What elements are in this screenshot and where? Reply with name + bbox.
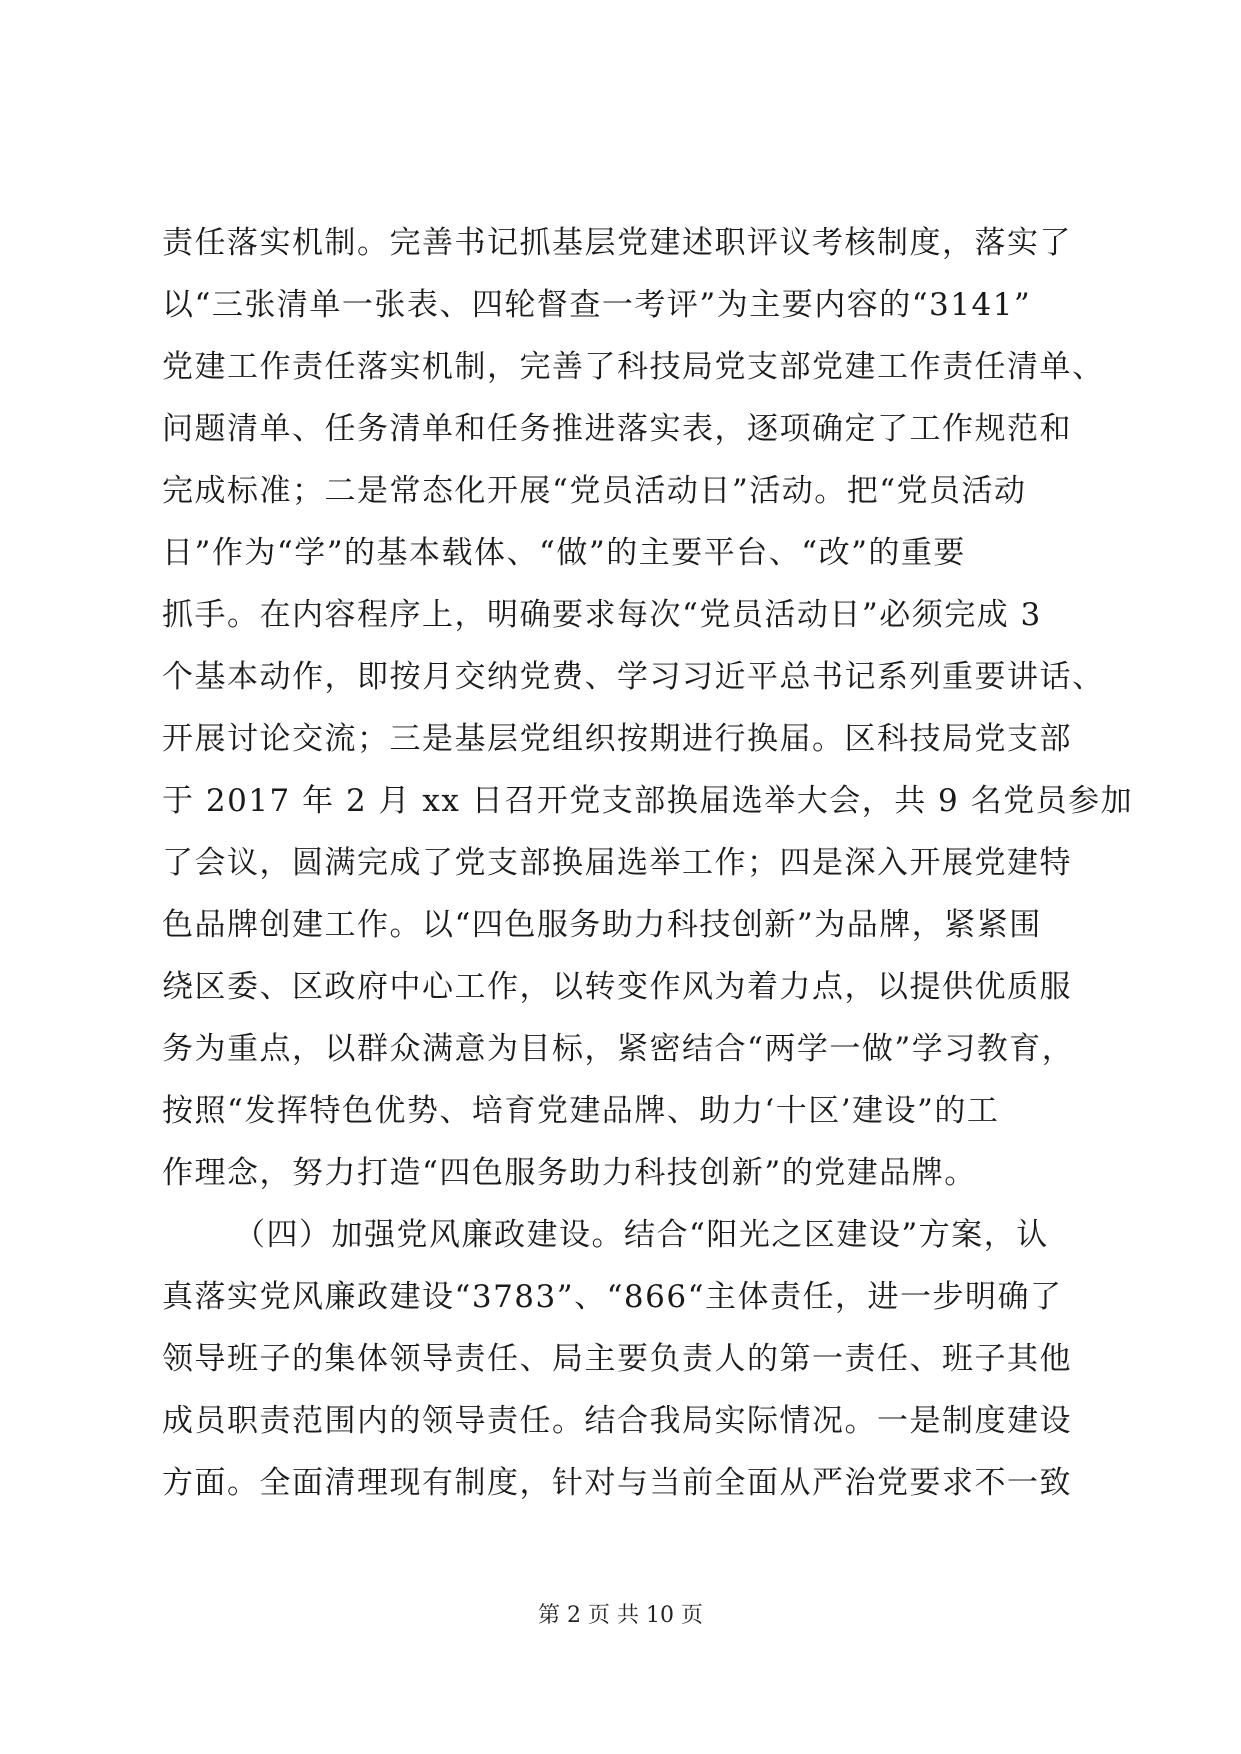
text-line: 色品牌创建工作。以“四色服务助力科技创新”为品牌，紧紧围 <box>162 907 1042 943</box>
text-line: 按照“发挥特色优势、培育党建品牌、助力‘十区’建设”的工 <box>162 1093 1000 1129</box>
text-line: 方面。全面清理现有制度，针对与当前全面从严治党要求不一致 <box>162 1465 1072 1501</box>
text-line: 开展讨论交流；三是基层党组织按期进行换届。区科技局党支部 <box>162 721 1072 757</box>
text-line: 以“三张清单一张表、四轮督查一考评”为主要内容的“3141” <box>162 287 1032 323</box>
text-line: 了会议，圆满完成了党支部换届选举工作；四是深入开展党建特 <box>162 845 1072 881</box>
text-line: 责任落实机制。完善书记抓基层党建述职评议考核制度，落实了 <box>162 225 1072 261</box>
body-text <box>162 212 1134 1514</box>
text-line: 于 2017 年 2 月 xx 日召开党支部换届选举大会，共 9 名党员参加 <box>162 783 1134 819</box>
text-line: 务为重点，以群众满意为目标，紧密结合“两学一做”学习教育， <box>162 1031 1075 1067</box>
page-footer: 第 2 页 共 10 页 <box>538 1603 703 1628</box>
text-line: 成员职责范围内的领导责任。结合我局实际情况。一是制度建设 <box>162 1403 1072 1439</box>
text-line: 党建工作责任落实机制，完善了科技局党支部党建工作责任清单、 <box>162 349 1105 385</box>
text-line: 作理念，努力打造“四色服务助力科技创新”的党建品牌。 <box>162 1155 977 1191</box>
text-line: 绕区委、区政府中心工作，以转变作风为着力点，以提供优质服 <box>162 969 1072 1005</box>
text-line: 真落实党风廉政建设“3783”、“866“主体责任，进一步明确了 <box>162 1279 1063 1315</box>
text-line: （四）加强党风廉政建设。结合“阳光之区建设”方案，认 <box>234 1217 1049 1253</box>
text-line: 抓手。在内容程序上，明确要求每次“党员活动日”必须完成 3 <box>162 597 1042 633</box>
text-line: 问题清单、任务清单和任务推进落实表，逐项确定了工作规范和 <box>162 411 1072 447</box>
text-line: 日”作为“学”的基本载体、“做”的主要平台、“改”的重要 <box>162 535 966 571</box>
text-line: 个基本动作，即按月交纳党费、学习习近平总书记系列重要讲话、 <box>162 659 1105 695</box>
text-line: 完成标准；二是常态化开展“党员活动日”活动。把“党员活动 <box>162 473 1027 509</box>
text-line: 领导班子的集体领导责任、局主要负责人的第一责任、班子其他 <box>162 1341 1072 1377</box>
